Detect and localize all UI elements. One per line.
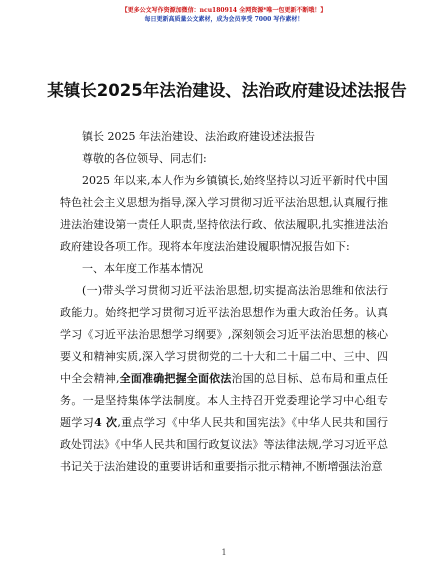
paragraph-text: 治国的总目标、总布局和重点任务。一是坚持集体学法制度。本人主持召开党委理论学习中心组专题学习 [60,372,389,429]
subtitle-line: 镇长 2025 年法治建设、法治政府建设述法报告 [82,130,315,143]
page-number: 1 [221,548,227,557]
section-paragraph-1 [60,280,388,478]
salutation: 尊敬的各位领导、同志们: [82,152,207,165]
bold-emphasis-text: 全面准确把握全面依法 [119,372,232,385]
document-body [60,126,388,478]
promo-banner-line-2: 每日更新高质量公文素材，成为会员享受 7000 写作素材！ [144,16,304,23]
promo-banner-line-1: 【更多公文写作资源加微信：ncu180914 全网资源*唯一包更新不断哦！】 [121,7,327,14]
bold-count-text: 4 次 [94,416,118,429]
intro-paragraph: 2025 年以来,本人作为乡镇镇长,始终坚持以习近平新时代中国特色社会主义思想为指导,深入学习贯彻习近平法治思想,认真履行推进法治建设第一责任人职责,坚持依法行政、依法履职,扎实推进法治政府建设各项工作。现将本年度法治建设履职情况报告如下: [60,174,388,253]
paragraph-text: (一)带头学习贯彻习近平法治思想,切实提高法治思维和依法行政能力。始终把学习贯彻习近平法治思想作为重大政治任务。认真学习《习近平法治思想学习纲要》,深刻领会习近平法治思想的核心要义和精神实质,深入学习贯彻党的二十大和二十届二中、三中、四中全会精神, [60,284,388,385]
document-title: 某镇长2025年法治建设、法治政府建设述法报告 [47,81,407,100]
promo-banner [0,6,448,24]
paragraph-text: ,重点学习《中华人民共和国宪法》《中华人民共和国行政处罚法》《中华人民共和国行政复议法》等法律法规,学习习近平总书记关于法治建设的重要讲话和重要指示批示精神,不断增强法治意 [60,416,389,473]
section-heading: 一、本年度工作基本情况 [82,262,203,275]
